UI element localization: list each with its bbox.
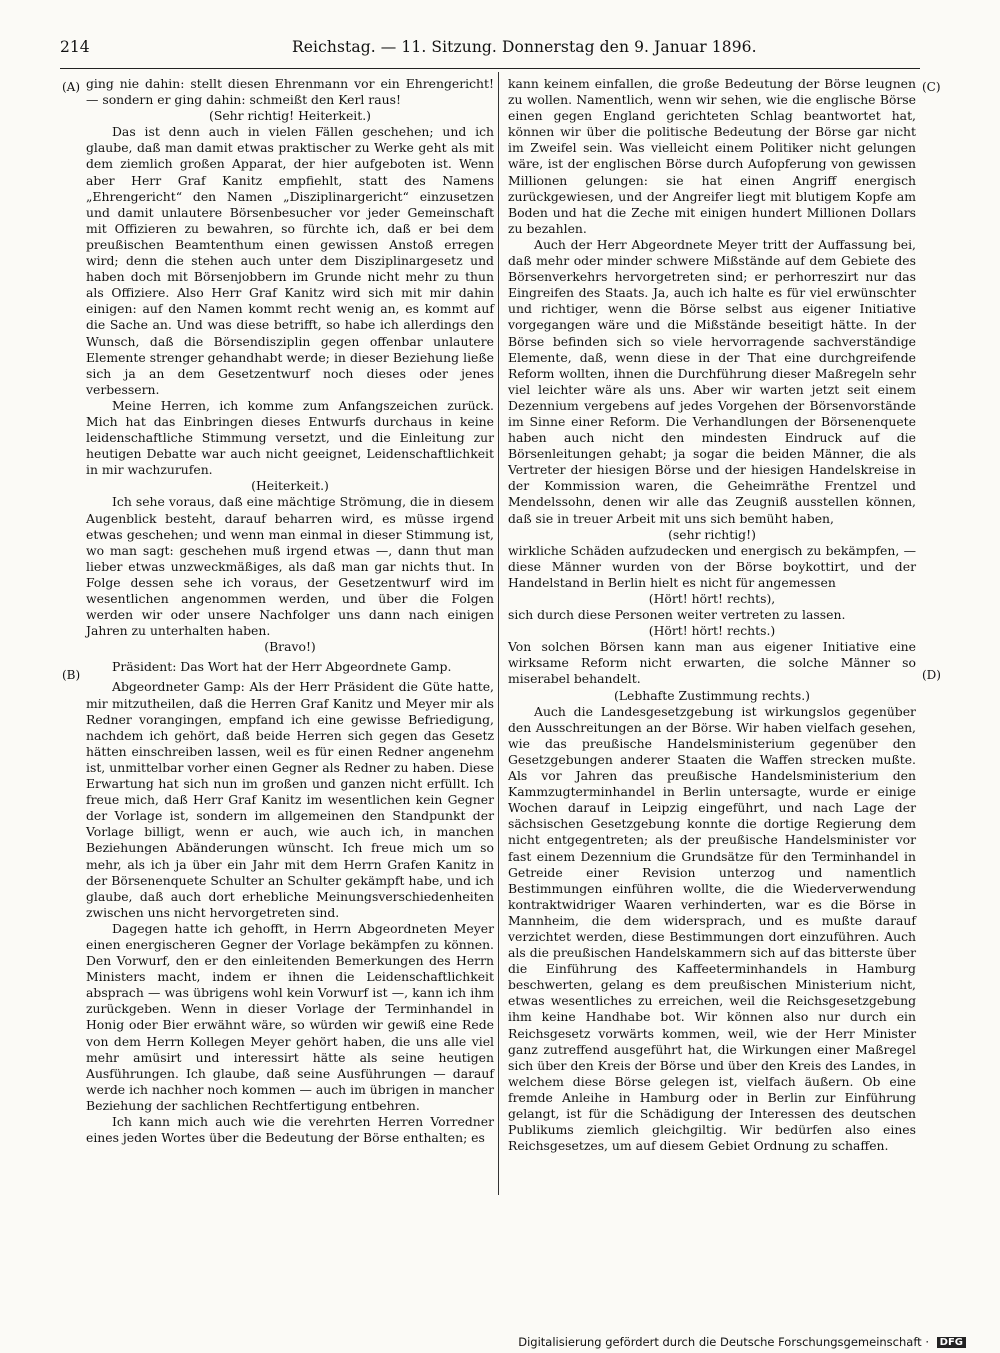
left-column	[86, 76, 494, 1146]
right-column	[508, 76, 916, 1154]
interjection: (Heiterkeit.)	[251, 478, 329, 494]
paragraph: sich durch diese Personen weiter vertreten zu lassen.	[508, 607, 846, 623]
interjection: (sehr richtig!)	[668, 526, 756, 542]
page-number: 214	[60, 38, 90, 56]
speaker-paragraph: Abgeordneter Gamp: Als der Herr Präsident die Güte hatte, mir mitzutheilen, daß die Herren Graf Kanitz und Meyer mir als Redner vorangingen, empfand ich eine gewisse Befriedigung, nachdem ich gehört, daß beide Herren sich gegen das Gesetz hätten einschreiben lassen, weil es für einen Redner angenehm ist, unmittelbar vorher einen Gegner als Redner zu haben. Diese Erwartung hat sich nun im großen und ganzen nicht erfüllt. Ich freue mich, daß Herr Graf Kanitz im wesentlichen kein Gegner der Vorlage ist, sondern im allgemeinen den Standpunkt der Vorlage billigt, wenn er auch, wie auch ich, in manchen Beziehungen Abänderungen wünscht. Ich freue mich um so mehr, als ich ja über ein Jahr mit dem Herrn Grafen Kanitz in der Börsenenquete Schulter an Schulter gekämpft habe, und ich glaube, daß auch dort erhebliche Meinungsverschiedenheiten zwischen uns nicht hervorgetreten sind.	[86, 679, 494, 920]
paragraph: kann keinem einfallen, die große Bedeutung der Börse leugnen zu wollen. Namentlich, wenn wir sehen, wie die englische Börse einen gegen England gerichteten Schlag beantwortet hat, können wir über die politische Bedeutung der Börse gar nicht im Zweifel sein. Was vielleicht einem Politiker nicht gelungen wäre, ist der englischen Börse durch Aufopferung von gewissen Millionen gelungen: sie hat einen Angriff energisch zurückgewiesen, und der Angreifer liegt mit blutigem Kopfe am Boden und hat die Zeche mit einigen hundert Millionen Dollars zu bezahlen.	[508, 76, 916, 236]
paragraph: Dagegen hatte ich gehofft, in Herrn Abgeordneten Meyer einen energischeren Gegner der Vorlage bekämpfen zu können. Den Vorwurf, den er den einleitenden Bemerkungen des Herrn Ministers macht, indem er ihnen die Leidenschaftlichkeit absprach — was übrigens wohl kein Vorwurf ist —, kann ich ihm zurückgeben. Wenn in dieser Vorlage der Terminhandel in Honig oder Bier erwähnt wäre, so würden wir gewiß eine Rede von dem Herrn Kollegen Meyer gehört haben, die uns alle viel mehr amüsirt und interessirt hätte als seine heutigen Ausführungen. Ich glaube, daß seine Ausführungen — darauf werde ich nachher noch kommen — auch im übrigen in mancher Beziehung der sachlichen Rechtfertigung entbehren.	[86, 920, 494, 1113]
dfg-logo: DFG	[937, 1337, 966, 1348]
column-divider	[498, 72, 499, 1195]
paragraph: Von solchen Börsen kann man aus eigener Initiative eine wirksame Reform nicht erwarten, die solche Männer so miserabel behandelt.	[508, 639, 916, 687]
interjection: (Bravo!)	[264, 639, 316, 655]
speaker-paragraph: Präsident: Das Wort hat der Herr Abgeordnete Gamp.	[112, 659, 452, 675]
interjection: (Lebhafte Zustimmung rechts.)	[613, 687, 811, 703]
interjection: (Hört! hört! rechts),	[648, 591, 776, 606]
paragraph: wirkliche Schäden aufzudecken und energisch zu bekämpfen, — diese Männer wurden von der Börse boykottirt, und der Handelstand in Berlin hielt es nicht für angemessen	[508, 542, 916, 590]
paragraph: ging nie dahin: stellt diesen Ehrenmann vor ein Ehrengericht! — sondern er ging dahin: schmeißt den Kerl raus!	[86, 76, 494, 108]
digitization-credit	[518, 1335, 966, 1349]
margin-mark-d: (D)	[922, 668, 941, 682]
paragraph: Auch der Herr Abgeordnete Meyer tritt der Auffassung bei, daß mehr oder minder schwere Mißstände auf dem Gebiete des Börsenverkehrs hervorgetreten sind; er perhorreszirt nur das Eingreifen des Staats. Ja, auch ich halte es für viel erwünschter und richtiger, wenn die Börse selbst aus eigener Initiative vorgegangen wäre und die Mißstände beseitigt hätte. In der Börse befinden sich so viele hervorragende sachverständige Elemente, daß, wenn diese in der That eine durchgreifende Reform wollten, ihnen die Durchführung dieser Maßregeln sehr viel leichter wäre als uns. Aber wir warten jetzt seit einem Dezennium vergebens auf jedes Vorgehen der Börsenvorstände im Sinne einer Reform. Die Verhandlungen der Börsenenquete haben auch nicht den mindesten Eindruck auf die Börsenleitungen gehabt; ja sogar die beiden Männer, die als Vertreter der hiesigen Börse und der hiesigen Handelskreise in der Kommission waren, die Geheimräthe Frentzel und Mendelssohn, denen wir alle das Zeugniß ausstellen können, daß sie in treuer Arbeit mit uns sich bemüht haben,	[508, 236, 916, 526]
interjection: (Hört! hört! rechts.)	[648, 623, 776, 639]
paragraph: Ich sehe voraus, daß eine mächtige Strömung, die in diesem Augenblick besteht, darauf beharren wird, es müsse irgend etwas geschehen; und wenn man einmal in dieser Stimmung ist, wo man sagt: geschehen muß irgend etwas —, dann thut man lieber etwas unzweckmäßiges, als daß man gar nichts thut. In Folge dessen sehe ich voraus, der Gesetzentwurf wird im wesentlichen angenommen werden, und über die Folgen werden wir oder unsere Nachfolger uns dann nach einigen Jahren zu unterhalten haben.	[86, 494, 494, 639]
interjection: (Sehr richtig! Heiterkeit.)	[209, 108, 371, 124]
paragraph: Meine Herren, ich komme zum Anfangszeichen zurück. Mich hat das Einbringen dieses Entwurfs durchaus in keine leidenschaftliche Stimmung versetzt, und die Einleitung zur heutigen Debatte war auch nicht geeignet, Leidenschaftlichkeit in mir wachzurufen.	[86, 397, 494, 478]
margin-mark-b: (B)	[62, 668, 81, 682]
credit-text: Digitalisierung gefördert durch die Deutsche Forschungsgemeinschaft ·	[518, 1335, 929, 1349]
margin-mark-c: (C)	[922, 80, 941, 94]
header-rule	[60, 68, 920, 69]
margin-mark-a: (A)	[62, 80, 81, 94]
page-header	[60, 38, 940, 62]
paragraph: Auch die Landesgesetzgebung ist wirkungslos gegenüber den Ausschreitungen an der Börse. Wir haben vielfach gesehen, wie das preußische Handelsministerium gegenüber den Gesetzgebungen anderer Staaten die Waffen strecken mußte. Als vor Jahren das preußische Handelsministerium den Kammzugterminhandel in Berlin untersagte, wurde er einige Wochen darauf in Leipzig eingeführt, und nach Lage der sächsischen Gesetzgebung konnte die dortige Regierung dem nicht entgegentreten; als der preußische Handelsminister vor fast einem Dezennium die Grundsätze für den Terminhandel in Getreide einer Revision unterzog und namentlich Bestimmungen einführen wollte, die die Wiederverwendung kontraktwidriger Waaren verhinderten, war es die Börse in Mannheim, die dem widersprach, und es mußte darauf verzichtet werden, diese Bestimmungen dort einzuführen. Auch als die preußischen Handelskammern sich auf das bitterste über die Einführung des Kaffeeterminhandels in Hamburg beschwerten, gelang es dem preußischen Ministerium nicht, etwas wesentliches zu erreichen, weil die Reichsgesetzgebung ihm keine Handhabe bot. Wir können also nur durch ein Reichsgesetz vorwärts kommen, weil, wie der Herr Minister ganz zutreffend ausgeführt hat, die Wirkungen einer Maßregel sich über den Kreis der Börse und über den Kreis des Landes, in welchem diese Börse gelegen ist, vielfach äußern. Ob eine fremde Anleihe in Hamburg oder in Berlin zur Einführung gelangt, ist für die Schädigung der Interessen des deutschen Publikums ziemlich gleichgiltig. Wir bedürfen also eines Reichsgesetzes, um auf diesem Gebiet Ordnung zu schaffen.	[508, 703, 916, 1154]
paragraph: Das ist denn auch in vielen Fällen geschehen; und ich glaube, daß man damit etwas praktischer zu Werke geht als mit dem ziemlich großen Apparat, der hier aufgeboten ist. Wenn aber Herr Graf Kanitz empfiehlt, statt des Namens „Ehrengericht“ den Namen „Disziplinargericht“ einzusetzen und damit unlautere Börsenbesucher vor jeder Gemeinschaft mit Offizieren zu bewahren, so fürchte ich, daß er bei dem preußischen Beamtenthum einen gewissen Anstoß erregen wird; denn die stehen auch unter dem Disziplinargesetz und haben doch mit Börsenjobbern im Grunde nicht mehr zu thun als Offiziere. Also Herr Graf Kanitz wird sich mit mir dahin einigen: auf den Namen kommt recht wenig an, es kommt auf die Sache an. Und was diese betrifft, so habe ich allerdings den Wunsch, daß die Börsendisziplin gegen offenbar unlautere Elemente strenger gehandhabt werde; in dieser Beziehung ließe sich ja an dem Gesetzentwurf noch dieses oder jenes verbessern.	[86, 124, 494, 397]
running-title: Reichstag. — 11. Sitzung. Donnerstag den 9. Januar 1896.	[292, 38, 757, 56]
paragraph: Ich kann mich auch wie die verehrten Herren Vorredner eines jeden Wortes über die Bedeutung der Börse enthalten; es	[86, 1114, 494, 1146]
